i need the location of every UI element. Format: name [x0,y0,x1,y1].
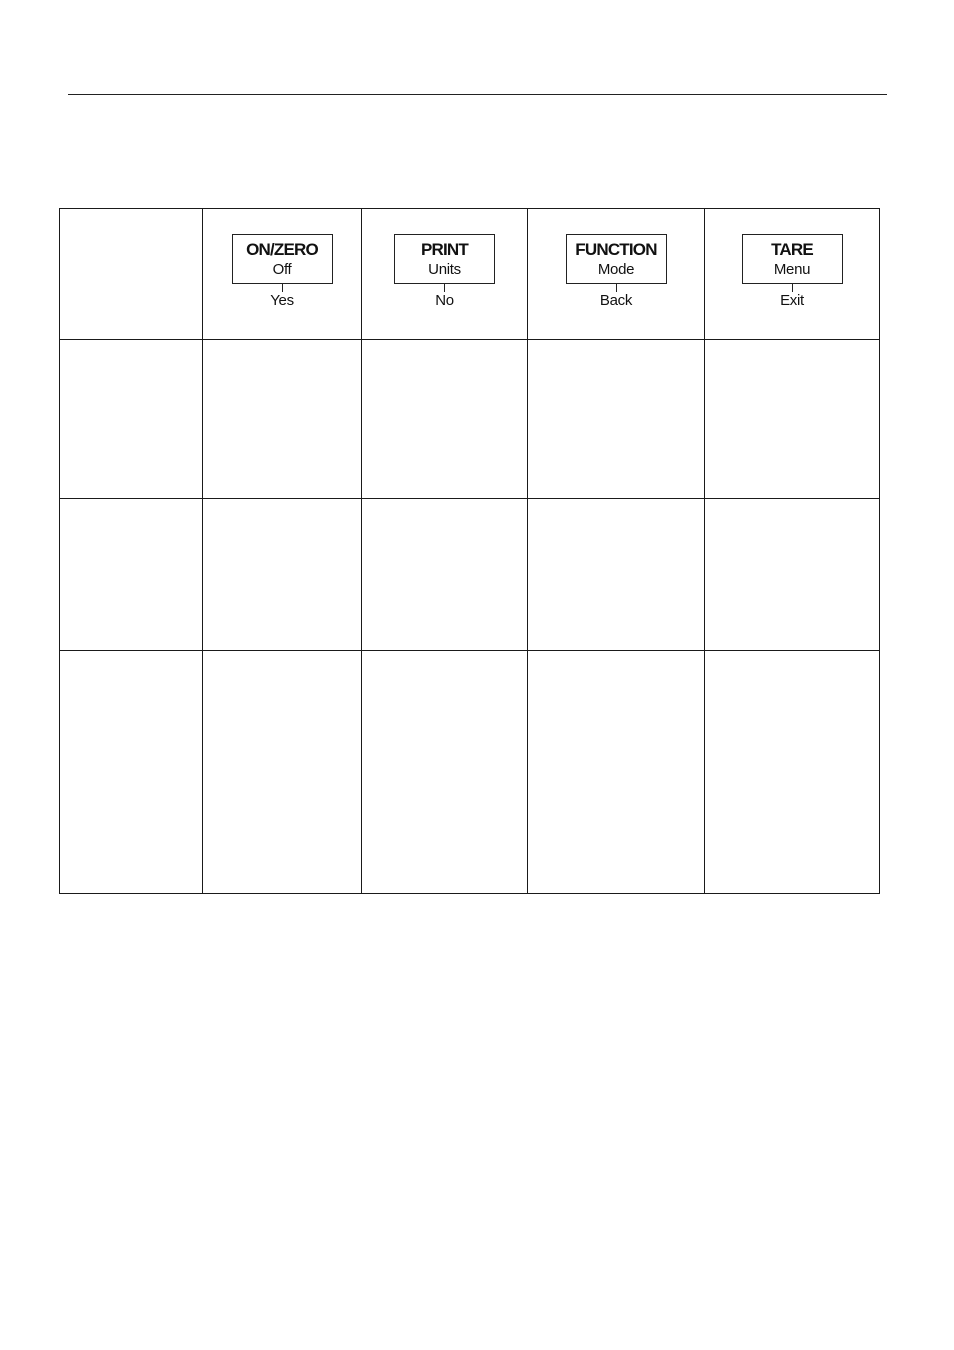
key-primary-label: FUNCTION [575,239,657,259]
table-header-row [60,209,880,340]
key-hold-label: Yes [270,292,294,309]
key-secondary-label: Off [272,260,292,278]
key-cell-on-zero [203,209,362,340]
key-secondary-label: Menu [773,260,811,278]
print-key [394,234,495,284]
table-cell [60,651,203,894]
key-hold-label: Back [599,292,633,309]
table-cell [705,340,880,499]
table-cell [203,651,362,894]
key-stem [616,284,617,292]
key-secondary-label: Mode [597,260,635,278]
key-cell-print [362,209,528,340]
table-cell [528,651,705,894]
table-cell [705,499,880,651]
table-cell [362,651,528,894]
key-stem [792,284,793,292]
table-cell [60,499,203,651]
key-hold-label: Exit [780,292,804,309]
table-row [60,499,880,651]
table-cell [362,499,528,651]
function-key [566,234,667,284]
on-zero-key [232,234,333,284]
table-cell [705,651,880,894]
key-hold-label: No [435,292,454,309]
key-cell-function [528,209,705,340]
key-stem [444,284,445,292]
table-corner-cell [60,209,203,340]
table-cell [362,340,528,499]
key-primary-label: TARE [771,239,813,259]
table-cell [60,340,203,499]
table-cell [203,340,362,499]
table-cell [203,499,362,651]
key-primary-label: PRINT [420,239,468,259]
key-cell-tare [705,209,880,340]
key-stem [282,284,283,292]
key-function-table [59,208,880,894]
table-cell [528,340,705,499]
header-rule [68,94,887,95]
table-row [60,651,880,894]
tare-key [742,234,843,284]
table-row [60,340,880,499]
key-secondary-label: Units [428,260,461,278]
table-cell [528,499,705,651]
key-primary-label: ON/ZERO [246,239,318,259]
